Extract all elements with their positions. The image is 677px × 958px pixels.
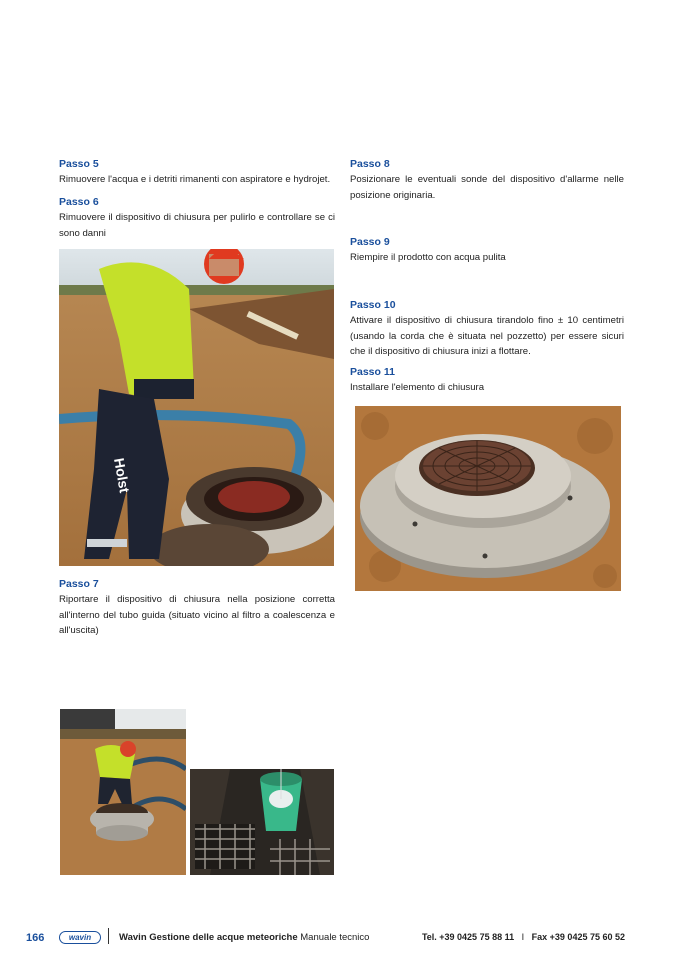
- step-8-text: Posizionare le eventuali sonde del dispositivo d'allarme nelle posizione originaria.: [350, 174, 624, 201]
- step-11-title: Passo 11: [350, 366, 395, 378]
- photo-bucket-in-chamber: [190, 769, 334, 875]
- wavin-logo: wavin: [59, 931, 101, 944]
- worker-trousers-label: Holst: [111, 456, 133, 494]
- photo-installed-cover: [355, 406, 621, 591]
- contact-info: [422, 932, 625, 942]
- page-number: 166: [26, 932, 45, 944]
- document-title: [119, 932, 369, 943]
- photo-worker-cleaning-manhole: [59, 249, 334, 566]
- document-title-bold: Wavin Gestione delle acque meteoriche: [119, 932, 298, 943]
- step-6-text: Rimuovere il dispositivo di chiusura per pulirlo e controllare se ci sono danni: [59, 212, 335, 239]
- step-6-title: Passo 6: [59, 196, 99, 208]
- step-5-title: Passo 5: [59, 158, 99, 170]
- step-7-text: Riportare il dispositivo di chiusura nella posizione corretta all'interno del tubo guida (situato vicino al filtro a coalescenza e all'uscita): [59, 594, 335, 636]
- document-title-regular: Manuale tecnico: [300, 932, 370, 943]
- fax-number: Fax +39 0425 75 60 52: [531, 932, 625, 942]
- step-5-text: Rimuovere l'acqua e i detriti rimanenti con aspiratore e hydrojet.: [59, 174, 331, 185]
- photo-worker-at-shaft: [60, 709, 186, 875]
- step-9-title: Passo 9: [350, 236, 390, 248]
- step-11-text: Installare l'elemento di chiusura: [350, 382, 485, 393]
- step-10-text: Attivare il dispositivo di chiusura tirandolo fino ± 10 centimetri (usando la corda che è situata nel pozzetto) per essere sicuri che il dispositivo di chiusura inizi a flottare.: [350, 315, 624, 357]
- page-footer: [0, 926, 677, 950]
- step-9-text: Riempire il prodotto con acqua pulita: [350, 252, 506, 263]
- contact-separator: I: [521, 932, 525, 942]
- step-10-title: Passo 10: [350, 299, 396, 311]
- step-8-title: Passo 8: [350, 158, 390, 170]
- footer-divider: [108, 928, 109, 944]
- telephone-number: Tel. +39 0425 75 88 11: [421, 932, 515, 942]
- step-7-title: Passo 7: [59, 578, 99, 590]
